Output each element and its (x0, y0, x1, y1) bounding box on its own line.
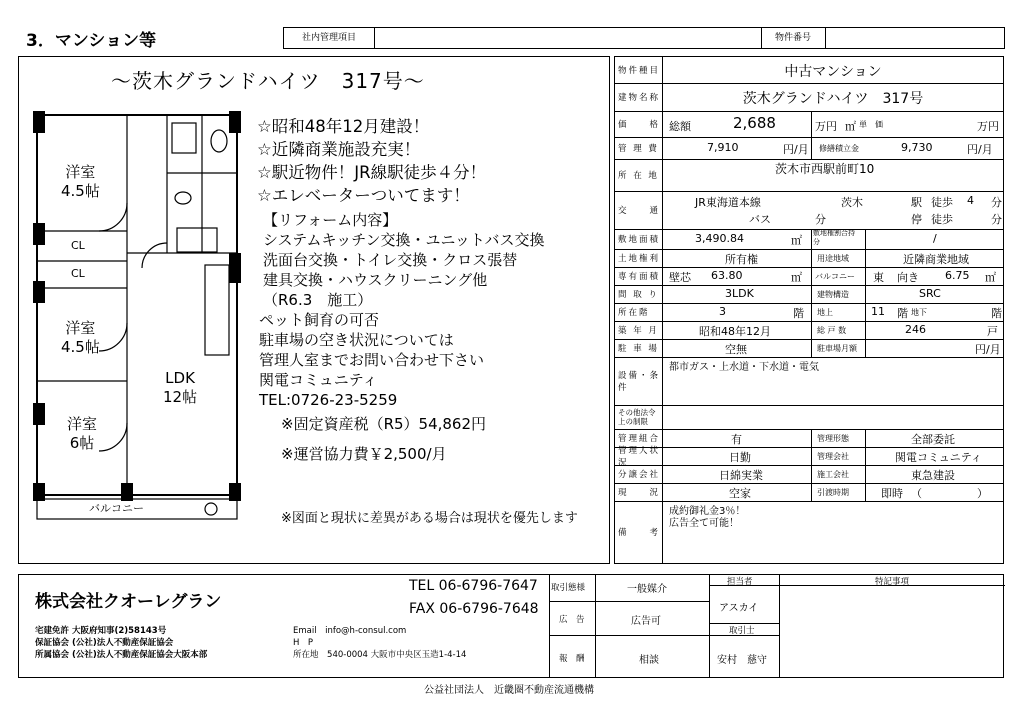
station-suffix: 駅 (911, 196, 922, 209)
station-value: 茨木 (841, 196, 863, 209)
above-ground-label: 地上 (817, 308, 833, 317)
cooperation-fee-note: ※運営協力費￥2,500/月 (281, 445, 447, 463)
balcony-direction: 東 (873, 271, 884, 284)
row-legal (615, 405, 1003, 430)
highlight-item: ☆昭和48年12月建設！ (257, 117, 430, 136)
email-value[interactable]: info@h-consul.com (325, 626, 407, 636)
mode-label: 取引態様 (551, 583, 586, 593)
stop-label: 停 (911, 213, 922, 226)
status-value: 空家 (729, 487, 751, 500)
label: 敷地面積 (615, 229, 663, 249)
bus-label: バス (749, 213, 771, 226)
mgmt-form-label: 管理形態 (817, 434, 849, 443)
floor-area-value: 63.80 (711, 269, 743, 282)
feature-line: 建具交換・ハウスクリーニング他 (263, 271, 488, 289)
row-name (615, 83, 1003, 112)
label: 備 考 (615, 501, 663, 563)
row-status (615, 483, 1003, 502)
parking-fee-label: 駐車場月額 (817, 344, 857, 353)
remarks-line: 広告全て可能！ (669, 518, 739, 529)
company-fax: FAX 06-6796-7648 (409, 601, 539, 617)
tax-note: ※固定資産税（R5）54,862円 (281, 415, 487, 433)
closet-1: CL (71, 239, 85, 252)
row-site-area (615, 229, 1003, 250)
repair-fund-value: 9,730 (901, 141, 933, 154)
label: 交 通 (615, 191, 663, 229)
below-ground-label: 地下 (911, 308, 927, 317)
floor-area-unit: ㎡ (791, 271, 802, 284)
association-value: 有 (731, 433, 742, 446)
hp-label: H P (293, 638, 314, 648)
address-label: 所在地 (293, 650, 319, 660)
type-value: 中古マンション (784, 64, 882, 80)
row-price (615, 111, 1003, 138)
label: 間 取 り (615, 285, 663, 303)
label: その他法令上の制限 (615, 405, 663, 429)
feature-line: システムキッチン交換・ユニットバス交換 (263, 231, 545, 249)
row-land-right (615, 249, 1003, 268)
walk2-unit: 分 (991, 213, 1002, 226)
row-association (615, 429, 1003, 448)
handover-value: 即時 (881, 487, 903, 500)
share-label: 敷地権割合持分 (813, 229, 855, 246)
structure-value: SRC (919, 287, 941, 300)
line-value: JR東海道本線 (695, 196, 761, 209)
row-built (615, 321, 1003, 340)
repair-fund-unit: 円/月 (967, 143, 993, 156)
guarantee-line: 保証協会 (公社)法人不動産保証協会 (35, 638, 174, 648)
walk2-label: 徒歩 (931, 213, 953, 226)
row-seller (615, 465, 1003, 484)
special-notes-label: 特記事項 (875, 577, 910, 587)
balcony-label: バルコニー (89, 502, 144, 515)
room-name: 洋室 (65, 319, 96, 337)
walk-label: 徒歩 (931, 196, 953, 209)
feature-list (259, 210, 545, 410)
price-unit: 万円 (815, 120, 837, 133)
feature-line: 管理人室までお問い合わせ下さい (259, 351, 485, 369)
mode-value: 一般媒介 (627, 584, 667, 595)
feature-line: 【リフォーム内容】 (263, 211, 398, 229)
row-address (615, 159, 1003, 192)
zoning-label: 用途地域 (817, 254, 849, 263)
below-ground-unit: 階 (991, 307, 1002, 320)
email-label: Email (293, 626, 317, 636)
built-value: 昭和48年12月 (699, 325, 771, 338)
header-bar (283, 27, 1005, 49)
ad-label: 広 告 (559, 615, 585, 625)
address-value: 茨木市西駅前町10 (775, 162, 875, 176)
label: 分譲会社 (615, 465, 663, 483)
room-size: 4.5帖 (61, 182, 100, 200)
page-heading: 3．マンション等 (26, 31, 157, 51)
row-remarks (615, 501, 1003, 563)
label: 管 理 費 (615, 137, 663, 159)
handover-paren: （ ） (911, 487, 988, 500)
footer-company-box (18, 574, 1004, 678)
repair-fund-label: 修繕積立金 (819, 144, 859, 153)
room-western-3 (67, 415, 97, 453)
label: 所 在 地 (615, 159, 663, 191)
mgmt-items-label: 社内管理項目 (301, 33, 356, 43)
room-name: LDK (165, 369, 195, 387)
row-fees (615, 137, 1003, 160)
staff-value: アスカイ (719, 603, 759, 614)
manager-value: 日勤 (729, 451, 751, 464)
floor-value: 3 (719, 305, 726, 318)
row-type (615, 57, 1003, 84)
builder-label: 施工会社 (817, 470, 849, 479)
price-prefix: 総額 (669, 120, 691, 133)
label: 現 況 (615, 483, 663, 501)
units-label: 総 戸 数 (817, 326, 847, 335)
room-size: 4.5帖 (61, 338, 100, 356)
label: 物件種目 (615, 57, 663, 83)
label: 管理人状況 (615, 447, 663, 465)
facilities-value: 都市ガス・上水道・下水道・電気 (669, 362, 819, 373)
fee-value: 相談 (639, 655, 659, 666)
staff-label: 担当者 (727, 577, 753, 587)
unit-price-unit: 万円 (977, 120, 999, 133)
member-line: 所属協会 (公社)法人不動産保証協会大阪本部 (35, 650, 208, 660)
row-manager (615, 447, 1003, 466)
property-number-value (830, 28, 1000, 48)
label: 築 年 月 (615, 321, 663, 339)
balcony-direction-suffix: 向き (897, 271, 919, 284)
walk-value: 4 (967, 194, 974, 207)
trade-staff-value: 安村 慈守 (717, 655, 767, 666)
feature-line: TEL:0726-23-5259 (259, 391, 398, 409)
label: 管理組合 (615, 429, 663, 447)
trade-staff-label: 取引士 (729, 626, 755, 636)
label: 建物名称 (615, 83, 663, 111)
mgmt-form-value: 全部委託 (911, 433, 955, 446)
row-parking (615, 339, 1003, 358)
row-facilities (615, 357, 1003, 406)
walk-unit: 分 (991, 196, 1002, 209)
license-line: 宅建免許 大阪府知事(2)58143号 (35, 626, 167, 636)
property-summary-panel (18, 56, 610, 564)
ad-value: 広告可 (631, 616, 661, 627)
closet-2: CL (71, 267, 85, 280)
balcony-area-label: バルコニー (815, 272, 855, 281)
company-contacts (293, 625, 466, 661)
floor-unit: 階 (793, 307, 804, 320)
mgmt-company-label: 管理会社 (817, 452, 849, 461)
room-size: 6帖 (69, 434, 95, 452)
share-value: / (933, 232, 937, 245)
balcony-area-value: 6.75 (945, 269, 970, 282)
property-title: ～茨木グランドハイツ 317号～ (111, 69, 425, 93)
room-size: 12帖 (163, 388, 198, 406)
address-value: 540-0004 大阪市中央区玉造1-4-14 (327, 650, 467, 660)
company-licenses (35, 625, 207, 661)
company-name: 株式会社クオーレグラン (35, 592, 222, 612)
unit-price-label: 単 価 (859, 120, 883, 129)
row-layout (615, 285, 1003, 304)
layout-value: 3LDK (725, 287, 754, 300)
name-value: 茨木グランドハイツ 317号 (742, 91, 924, 107)
units-value: 246 (905, 323, 926, 336)
company-tel: TEL 06-6796-7647 (409, 578, 538, 594)
floor-area-prefix: 壁芯 (669, 271, 691, 284)
room-western-2 (61, 319, 100, 357)
disclaimer-note: ※図面と現状に差異がある場合は現状を優先します (281, 511, 578, 526)
spec-table (614, 56, 1004, 564)
above-ground-unit: 階 (897, 307, 908, 320)
units-unit: 戸 (987, 325, 998, 338)
highlight-item: ☆近隣商業施設充実！ (257, 140, 421, 159)
land-right-value: 所有権 (725, 253, 758, 266)
feature-line: 駐車場の空き状況については (259, 331, 454, 349)
label: 所在階 (615, 303, 663, 321)
structure-label: 建物構造 (817, 290, 849, 299)
mgmt-company-value: 関電コミュニティ (895, 451, 982, 464)
site-area-unit: ㎡ (791, 234, 802, 247)
label: 専有面積 (615, 267, 663, 285)
floor-plan (27, 103, 259, 573)
label: 土地権利 (615, 249, 663, 267)
row-floor-area (615, 267, 1003, 286)
m2-label: ㎡ (845, 120, 856, 133)
highlight-item: ☆エレベーターついてます！ (257, 186, 470, 205)
room-name: 洋室 (65, 163, 96, 181)
feature-line: ペット飼育の可否 (259, 311, 380, 329)
room-ldk (163, 369, 197, 407)
price-value: 2,688 (733, 114, 776, 132)
balcony-area-unit: ㎡ (985, 271, 996, 284)
row-floor (615, 303, 1003, 322)
property-number-label: 物件番号 (774, 33, 811, 43)
highlight-item: ☆駅近物件！JR線駅徒歩４分！ (257, 163, 487, 182)
highlights (257, 115, 486, 207)
label: 駐 車 場 (615, 339, 663, 357)
feature-line: 洗面台交換・トイレ交換・クロス張替 (263, 251, 518, 269)
label: 価 格 (615, 111, 663, 137)
room-western-1 (61, 163, 100, 201)
mgmt-fee-value: 7,910 (707, 141, 739, 154)
builder-value: 東急建設 (911, 469, 955, 482)
room-name: 洋室 (67, 415, 98, 433)
seller-value: 日綿実業 (719, 469, 763, 482)
parking-value: 空無 (725, 343, 747, 356)
handover-label: 引渡時期 (817, 488, 849, 497)
mgmt-fee-unit: 円/月 (783, 143, 809, 156)
footer-organization-note: 公益社団法人 近畿圏不動産流通機構 (424, 685, 594, 696)
fee-label: 報 酬 (559, 654, 585, 664)
row-transport (615, 191, 1003, 230)
above-ground-value: 11 (871, 305, 885, 318)
mgmt-items-value (379, 28, 759, 48)
parking-fee-unit: 円/月 (975, 343, 1001, 356)
label: 設備・条件 (615, 357, 663, 405)
site-area-value: 3,490.84 (695, 232, 744, 245)
feature-line: 関電コミュニティ (259, 371, 378, 389)
bus-unit: 分 (815, 213, 826, 226)
zoning-value: 近隣商業地域 (903, 253, 969, 266)
remarks-line: 成約御礼金3％！ (669, 506, 746, 517)
feature-line: （R6.3 施工） (263, 291, 373, 309)
